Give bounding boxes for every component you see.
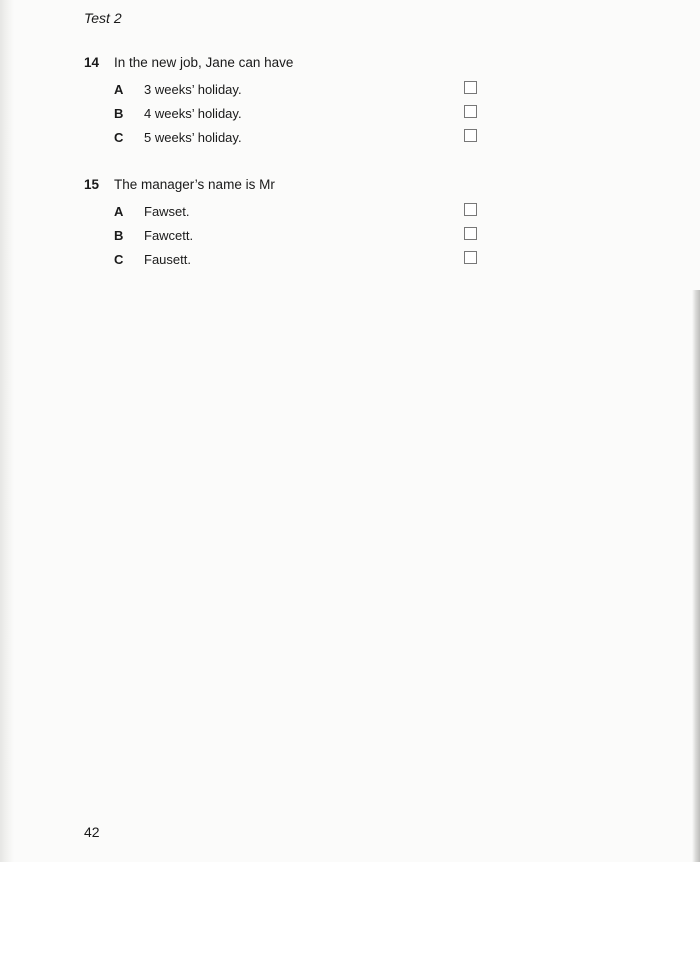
answer-checkbox[interactable] [464, 227, 477, 240]
option-letter: C [114, 251, 124, 267]
answer-checkbox[interactable] [464, 81, 477, 94]
question-number: 14 [84, 55, 100, 70]
option-text: Fausett. [144, 251, 191, 267]
running-head: Test 2 [84, 10, 122, 26]
question-number: 15 [84, 177, 100, 192]
option-text: 3 weeks’ holiday. [144, 81, 242, 97]
question-stem [84, 177, 504, 199]
option-text: 4 weeks’ holiday. [144, 105, 242, 121]
answer-checkbox[interactable] [464, 203, 477, 216]
option-letter: C [114, 129, 124, 145]
option-letter: A [114, 203, 124, 219]
question-14 [84, 55, 504, 149]
option-b [84, 223, 504, 247]
option-letter: B [114, 105, 124, 121]
question-text: The manager’s name is Mr [114, 177, 275, 192]
option-letter: A [114, 81, 124, 97]
option-a [84, 199, 504, 223]
option-text: 5 weeks’ holiday. [144, 129, 242, 145]
option-text: Fawset. [144, 203, 190, 219]
question-stem [84, 55, 504, 77]
scan-shadow-right [692, 290, 700, 862]
option-c [84, 247, 504, 271]
question-text: In the new job, Jane can have [114, 55, 294, 70]
option-letter: B [114, 227, 124, 243]
scan-shadow-left [0, 0, 14, 862]
option-b [84, 101, 504, 125]
question-15 [84, 177, 504, 271]
option-a [84, 77, 504, 101]
answer-checkbox[interactable] [464, 129, 477, 142]
page-number: 42 [84, 824, 100, 840]
option-text: Fawcett. [144, 227, 194, 243]
answer-checkbox[interactable] [464, 105, 477, 118]
option-c [84, 125, 504, 149]
answer-checkbox[interactable] [464, 251, 477, 264]
